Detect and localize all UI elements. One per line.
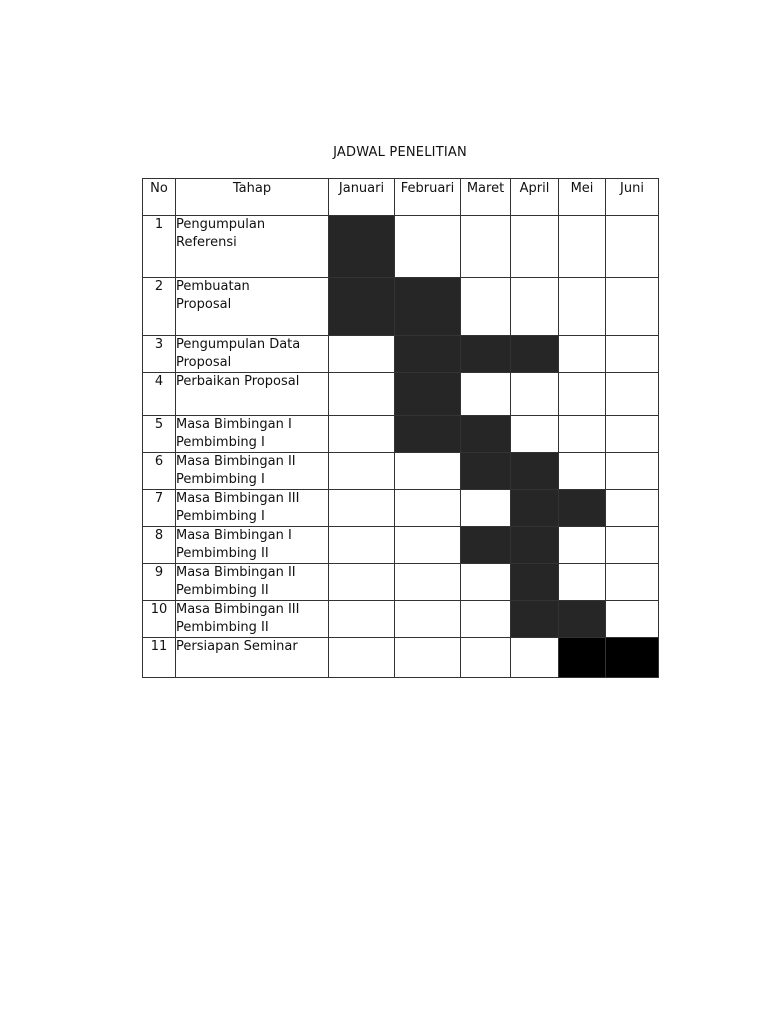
header-month-mei: Mei (559, 179, 606, 216)
stage-label-line: Masa Bimbingan II (176, 565, 296, 580)
schedule-cell-juni (606, 336, 659, 373)
schedule-cell-februari-active (395, 373, 461, 416)
schedule-cell-februari (395, 527, 461, 564)
schedule-cell-april-active (511, 490, 559, 527)
row-number: 5 (143, 416, 176, 453)
header-stage: Tahap (176, 179, 329, 216)
stage-cell (176, 416, 329, 453)
stage-label-line: Perbaikan Proposal (176, 374, 300, 389)
schedule-cell-mei (559, 336, 606, 373)
schedule-cell-januari (329, 373, 395, 416)
table-body (143, 216, 659, 678)
schedule-cell-mei-active (559, 490, 606, 527)
schedule-cell-januari (329, 564, 395, 601)
stage-cell (176, 278, 329, 336)
table-row (143, 373, 659, 416)
schedule-cell-juni (606, 453, 659, 490)
stage-cell (176, 453, 329, 490)
row-number: 6 (143, 453, 176, 490)
stage-label-line: Masa Bimbingan I (176, 417, 292, 432)
row-number: 4 (143, 373, 176, 416)
schedule-cell-maret (461, 490, 511, 527)
table-row (143, 453, 659, 490)
schedule-cell-juni (606, 278, 659, 336)
schedule-cell-januari-active (329, 278, 395, 336)
schedule-cell-maret (461, 601, 511, 638)
row-number: 7 (143, 490, 176, 527)
table-row (143, 638, 659, 678)
schedule-cell-april (511, 373, 559, 416)
header-month-juni: Juni (606, 179, 659, 216)
row-number: 1 (143, 216, 176, 278)
stage-label-line: Pembimbing II (176, 583, 269, 598)
schedule-cell-maret (461, 216, 511, 278)
row-number: 3 (143, 336, 176, 373)
schedule-cell-mei (559, 564, 606, 601)
stage-label-line: Pembuatan (176, 279, 250, 294)
stage-label-line: Pengumpulan Data (176, 337, 301, 352)
schedule-cell-maret (461, 638, 511, 678)
header-month-maret: Maret (461, 179, 511, 216)
schedule-cell-juni (606, 416, 659, 453)
schedule-cell-april-active (511, 453, 559, 490)
schedule-cell-maret-active (461, 336, 511, 373)
row-number: 9 (143, 564, 176, 601)
stage-cell (176, 638, 329, 678)
schedule-cell-februari-active (395, 278, 461, 336)
stage-label-line: Masa Bimbingan III (176, 602, 300, 617)
stage-label-line: Pembimbing I (176, 509, 265, 524)
header-no: No (143, 179, 176, 216)
schedule-cell-mei (559, 373, 606, 416)
schedule-cell-mei (559, 216, 606, 278)
schedule-cell-juni (606, 601, 659, 638)
schedule-cell-januari (329, 527, 395, 564)
stage-label-line: Referensi (176, 235, 237, 250)
schedule-cell-februari (395, 601, 461, 638)
schedule-cell-mei-active (559, 601, 606, 638)
schedule-cell-mei (559, 416, 606, 453)
schedule-cell-februari (395, 564, 461, 601)
schedule-cell-januari (329, 490, 395, 527)
stage-label-line: Pembimbing II (176, 620, 269, 635)
schedule-cell-maret (461, 564, 511, 601)
stage-label-line: Masa Bimbingan III (176, 491, 300, 506)
stage-label-line: Pembimbing I (176, 435, 265, 450)
schedule-cell-januari (329, 638, 395, 678)
stage-label-line: Proposal (176, 355, 232, 370)
schedule-cell-februari (395, 216, 461, 278)
table-row (143, 416, 659, 453)
schedule-cell-juni-active (606, 638, 659, 678)
table-row (143, 490, 659, 527)
schedule-cell-april (511, 216, 559, 278)
stage-label-line: Proposal (176, 297, 232, 312)
schedule-cell-juni (606, 527, 659, 564)
schedule-cell-april (511, 278, 559, 336)
schedule-cell-maret (461, 278, 511, 336)
schedule-cell-januari-active (329, 216, 395, 278)
stage-cell (176, 373, 329, 416)
table-row (143, 527, 659, 564)
schedule-cell-juni (606, 373, 659, 416)
schedule-cell-februari-active (395, 416, 461, 453)
stage-label-line: Pembimbing I (176, 472, 265, 487)
schedule-cell-februari (395, 453, 461, 490)
stage-cell (176, 490, 329, 527)
header-month-februari: Februari (395, 179, 461, 216)
stage-label-line: Pengumpulan (176, 217, 266, 232)
schedule-cell-februari (395, 490, 461, 527)
table-row (143, 216, 659, 278)
header-row (143, 179, 659, 216)
research-schedule-table (142, 178, 659, 678)
schedule-cell-maret-active (461, 453, 511, 490)
schedule-cell-mei (559, 453, 606, 490)
stage-cell (176, 336, 329, 373)
stage-label-line: Masa Bimbingan I (176, 528, 292, 543)
header-month-april: April (511, 179, 559, 216)
schedule-cell-april-active (511, 336, 559, 373)
row-number: 11 (143, 638, 176, 678)
stage-cell (176, 564, 329, 601)
stage-cell (176, 527, 329, 564)
schedule-cell-mei-active (559, 638, 606, 678)
stage-label-line: Masa Bimbingan II (176, 454, 296, 469)
header-month-januari: Januari (329, 179, 395, 216)
schedule-cell-februari-active (395, 336, 461, 373)
row-number: 10 (143, 601, 176, 638)
schedule-cell-juni (606, 490, 659, 527)
schedule-cell-juni (606, 216, 659, 278)
schedule-cell-maret-active (461, 527, 511, 564)
schedule-cell-januari (329, 416, 395, 453)
schedule-cell-maret (461, 373, 511, 416)
schedule-cell-april-active (511, 527, 559, 564)
row-number: 8 (143, 527, 176, 564)
schedule-cell-mei (559, 278, 606, 336)
stage-cell (176, 216, 329, 278)
document-title: JADWAL PENELITIAN (333, 145, 467, 160)
stage-label-line: Persiapan Seminar (176, 639, 298, 654)
table-row (143, 564, 659, 601)
schedule-cell-april-active (511, 564, 559, 601)
schedule-cell-januari (329, 601, 395, 638)
schedule-cell-april-active (511, 601, 559, 638)
schedule-cell-januari (329, 336, 395, 373)
schedule-cell-mei (559, 527, 606, 564)
schedule-cell-april (511, 638, 559, 678)
stage-cell (176, 601, 329, 638)
schedule-cell-februari (395, 638, 461, 678)
schedule-cell-maret-active (461, 416, 511, 453)
table-row (143, 601, 659, 638)
stage-label-line: Pembimbing II (176, 546, 269, 561)
table-row (143, 336, 659, 373)
row-number: 2 (143, 278, 176, 336)
schedule-cell-januari (329, 453, 395, 490)
table-row (143, 278, 659, 336)
schedule-cell-april (511, 416, 559, 453)
schedule-cell-juni (606, 564, 659, 601)
